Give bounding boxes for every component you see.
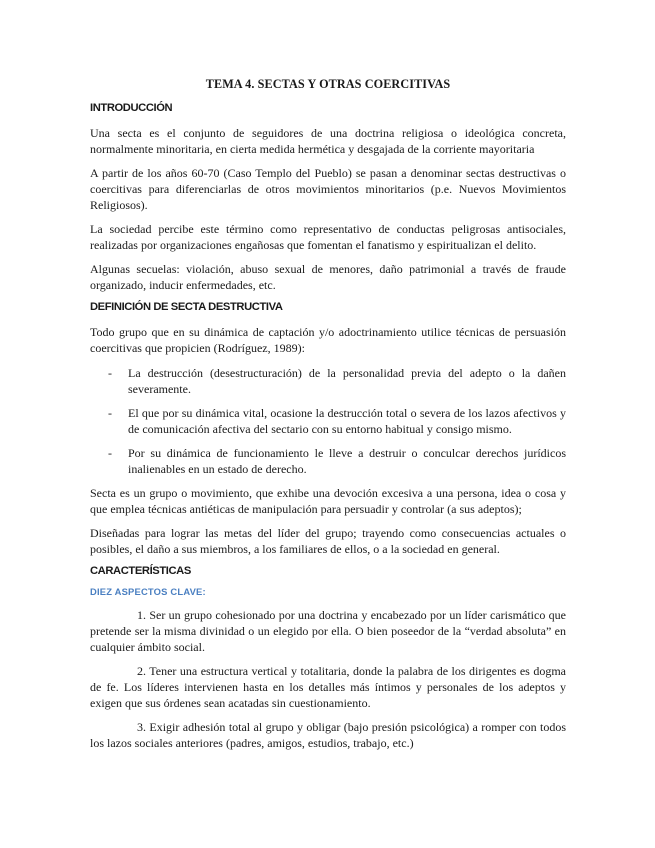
- intro-paragraph-3: La sociedad percibe este término como representativo de conductas peligrosas antisociales, realizadas por organizaciones engañosas que fomentan el fanatismo y espiritualizan el delito.: [90, 222, 566, 252]
- bullet-text: El que por su dinámica vital, ocasione la destrucción total o severa de los lazos afectivos y de comunicación afectiva del sectario con su entorno habitual y consigo mismo.: [128, 406, 566, 436]
- intro-paragraph-2: A partir de los años 60-70 (Caso Templo del Pueblo) se pasan a denominar sectas destructivas o coercitivas para diferenciarlas de otros movimientos minoritarios (p.e. Nuevos Movimientos Religiosos).: [90, 166, 566, 212]
- definition-paragraph-2: Diseñadas para lograr las metas del líder del grupo; trayendo como consecuencias actuales o posibles, el daño a sus miembros, a los familiares de ellos, o a la sociedad en general.: [90, 526, 566, 556]
- definition-lead: Todo grupo que en su dinámica de captación y/o adoctrinamiento utilice técnicas de persuasión coercitivas que propicien (Rodríguez, 1989):: [90, 325, 566, 355]
- bullet-marker: -: [108, 366, 112, 380]
- characteristic-item-1: 1. Ser un grupo cohesionado por una doctrina y encabezado por un líder carismático que pretende ser la misma divinidad o un elegido por ella. O bien poseedor de la “verdad absoluta” en cualquier ámbito social.: [90, 608, 566, 654]
- characteristic-item-2: 2. Tener una estructura vertical y totalitaria, donde la palabra de los dirigentes es dogma de fe. Los líderes intervienen hasta en los detalles más íntimos y personales de los adeptos y exigen que sus órdenes sean acatadas sin cuestionamiento.: [90, 664, 566, 710]
- bullet-text: Por su dinámica de funcionamiento le lleve a destruir o conculcar derechos jurídicos inalienables en un estado de derecho.: [128, 446, 566, 476]
- intro-paragraph-4: Algunas secuelas: violación, abuso sexual de menores, daño patrimonial a través de fraude organizado, inducir enfermedades, etc.: [90, 262, 566, 292]
- bullet-marker: -: [108, 406, 112, 420]
- intro-heading: INTRODUCCIÓN: [90, 102, 173, 114]
- document-title: TEMA 4. SECTAS Y OTRAS COERCITIVAS: [205, 77, 451, 91]
- definition-bullet: [90, 445, 566, 477]
- definition-heading: DEFINICIÓN DE SECTA DESTRUCTIVA: [90, 301, 283, 313]
- bullet-marker: -: [108, 446, 112, 460]
- definition-bullet-list: [90, 365, 566, 477]
- definition-bullet: [90, 365, 566, 397]
- characteristics-heading: CARACTERÍSTICAS: [90, 565, 191, 577]
- bullet-text: La destrucción (desestructuración) de la personalidad previa del adepto o la dañen severamente.: [128, 366, 566, 396]
- characteristic-item-3: 3. Exigir adhesión total al grupo y obligar (bajo presión psicológica) a romper con todos los lazos sociales anteriores (padres, amigos, estudios, trabajo, etc.): [90, 720, 566, 750]
- characteristics-subheading: DIEZ ASPECTOS CLAVE:: [90, 586, 206, 597]
- definition-paragraph-1: Secta es un grupo o movimiento, que exhibe una devoción excesiva a una persona, idea o cosa y que emplea técnicas antiéticas de manipulación para persuadir y controlar (a sus adeptos);: [90, 486, 566, 516]
- definition-bullet: [90, 405, 566, 437]
- intro-paragraph-1: Una secta es el conjunto de seguidores de una doctrina religiosa o ideológica concreta, normalmente minoritaria, en cierta medida hermética y desgajada de la corriente mayoritaria: [90, 126, 566, 156]
